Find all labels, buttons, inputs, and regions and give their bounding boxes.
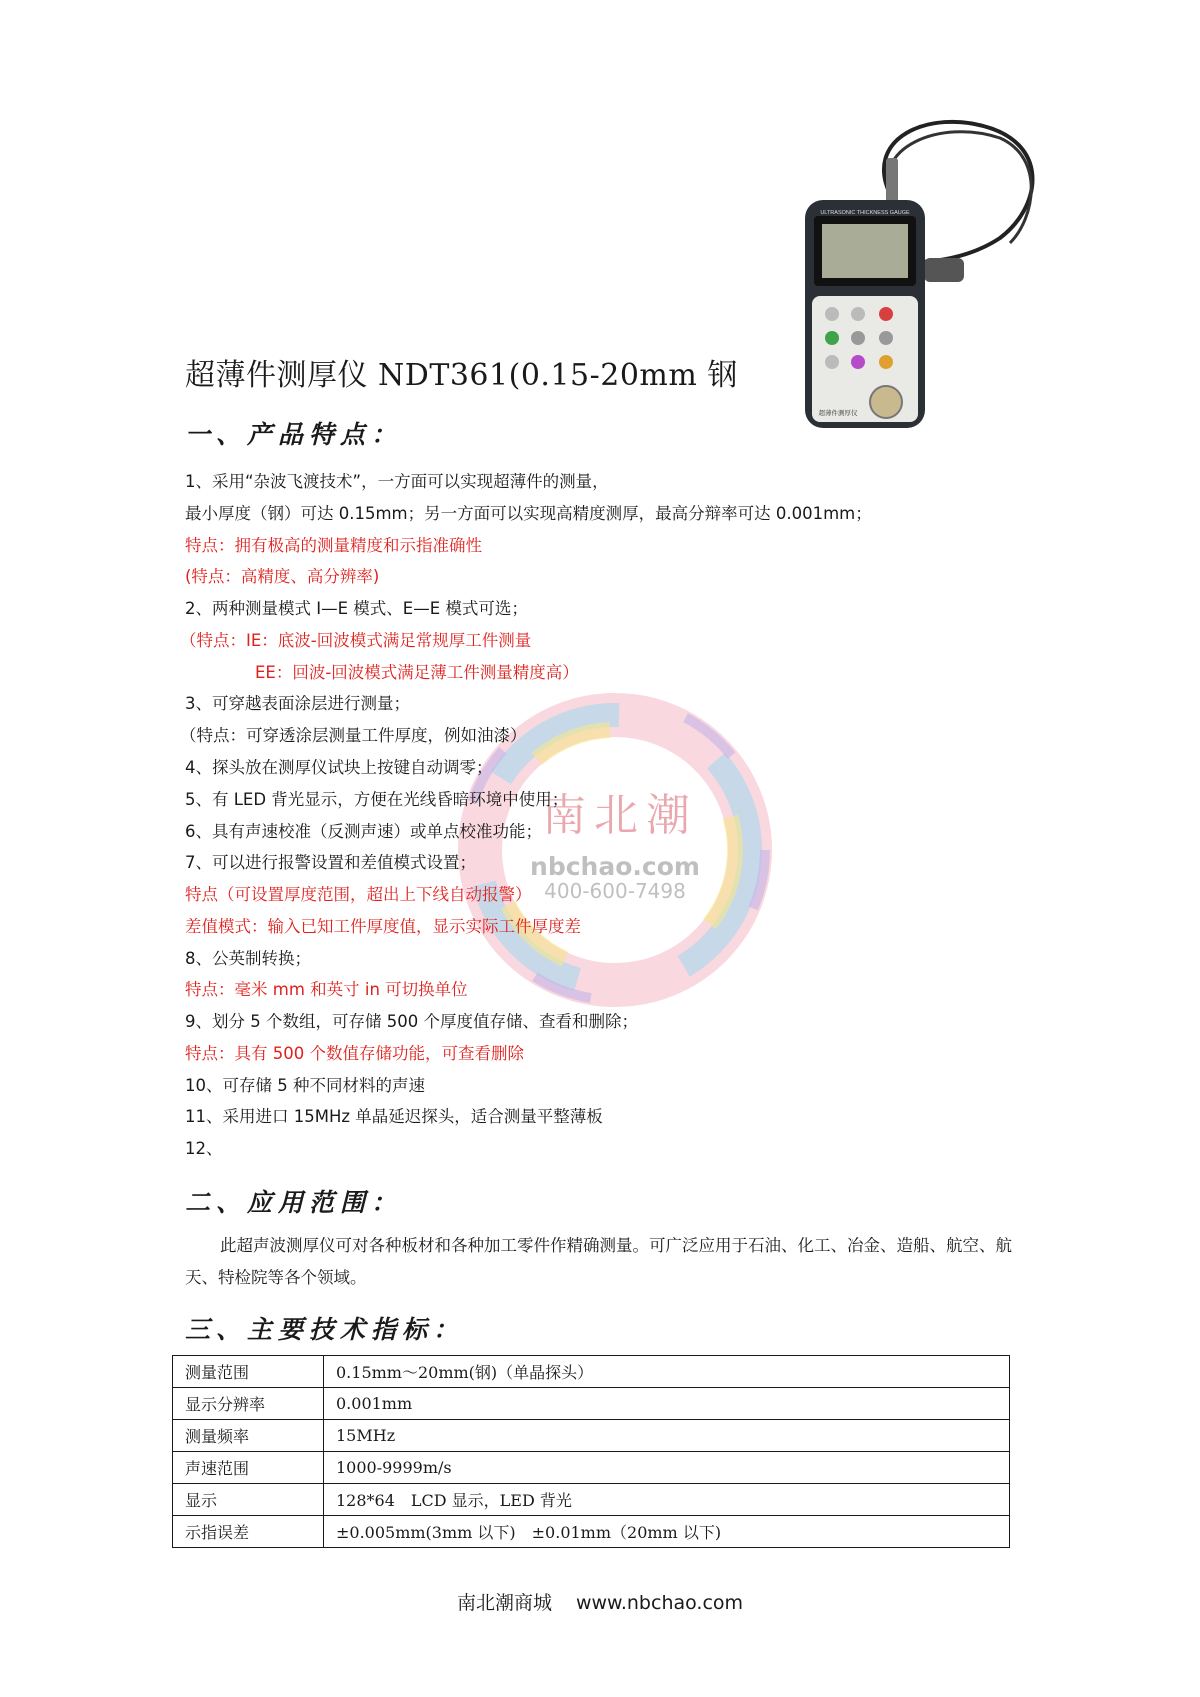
feature-line: 特点（可设置厚度范围，超出上下线自动报警） xyxy=(185,885,532,904)
spec-value: 0.15mm～20mm(钢)（单晶探头） xyxy=(324,1356,1010,1388)
spec-value: 1000-9999m/s xyxy=(324,1452,1010,1484)
spec-value: 128*64 LCD 显示，LED 背光 xyxy=(324,1484,1010,1516)
feature-line: 5、有 LED 背光显示，方便在光线昏暗环境中使用； xyxy=(185,790,569,809)
feature-line: 4、探头放在测厚仪试块上按键自动调零； xyxy=(185,758,493,777)
feature-line: 特点：毫米 mm 和英寸 in 可切换单位 xyxy=(185,980,468,999)
feature-line: 11、采用进口 15MHz 单晶延迟探头，适合测量平整薄板 xyxy=(185,1107,603,1126)
device-image xyxy=(800,118,1040,478)
spec-value: 0.001mm xyxy=(324,1388,1010,1420)
feature-line: （特点：可穿透涂层测量工件厚度，例如油漆） xyxy=(180,726,527,745)
feature-line: （特点：IE：底波-回波模式满足常规厚工件测量 xyxy=(180,631,532,650)
feature-line: 10、可存储 5 种不同材料的声速 xyxy=(185,1076,425,1095)
feature-line: EE：回波-回波模式满足薄工件测量精度高） xyxy=(255,663,579,682)
feature-line: 7、可以进行报警设置和差值模式设置； xyxy=(185,853,476,872)
table-row xyxy=(173,1356,1010,1388)
spec-key: 测量范围 xyxy=(173,1356,324,1388)
feature-line: 6、具有声速校准（反测声速）或单点校准功能； xyxy=(185,822,542,841)
page-footer: 南北潮商城 www.nbchao.com xyxy=(456,1592,744,1614)
spec-key: 显示 xyxy=(173,1484,324,1516)
spec-key: 声速范围 xyxy=(173,1452,324,1484)
spec-key: 显示分辨率 xyxy=(173,1388,324,1420)
device-body-label: 超薄件测厚仪 xyxy=(818,409,858,417)
feature-line: 最小厚度（钢）可达 0.15mm；另一方面可以实现高精度测厚，最高分辩率可达 0.001mm； xyxy=(185,504,872,523)
watermark-phone: 400-600-7498 xyxy=(544,879,686,903)
section-heading-specs: 三、主要技术指标： xyxy=(185,1315,465,1344)
spec-key: 测量频率 xyxy=(173,1420,324,1452)
spec-value: ±0.005mm(3mm 以下) ±0.01mm（20mm 以下) xyxy=(324,1516,1010,1548)
feature-line: 特点：拥有极高的测量精度和示指准确性 xyxy=(185,536,482,555)
feature-line: 12、 xyxy=(185,1139,223,1158)
feature-line: 1、采用“杂波飞渡技术”，一方面可以实现超薄件的测量， xyxy=(185,472,609,491)
watermark-brand: 南北潮 xyxy=(542,790,698,841)
spec-value: 15MHz xyxy=(324,1420,1010,1452)
watermark-site: nbchao.com xyxy=(530,852,700,881)
page-title: 超薄件测厚仪 NDT361(0.15-20mm 钢 xyxy=(185,358,738,393)
table-row xyxy=(173,1420,1010,1452)
spec-table xyxy=(172,1355,1010,1548)
feature-line: 特点：具有 500 个数值存储功能，可查看删除 xyxy=(185,1044,524,1063)
spec-key: 示指误差 xyxy=(173,1516,324,1548)
feature-line: 差值模式：输入已知工件厚度值，显示实际工件厚度差 xyxy=(185,917,581,936)
table-row xyxy=(173,1452,1010,1484)
table-row xyxy=(173,1388,1010,1420)
feature-line: 9、划分 5 个数组，可存储 500 个厚度值存储、查看和删除； xyxy=(185,1012,638,1031)
section-heading-applications: 二、应用范围： xyxy=(185,1188,403,1217)
feature-line: 2、两种测量模式 I—E 模式、E—E 模式可选； xyxy=(185,599,528,618)
feature-line: (特点：高精度、高分辨率) xyxy=(185,567,380,586)
table-row xyxy=(173,1516,1010,1548)
section-heading-features: 一、产品特点： xyxy=(185,420,403,449)
watermark xyxy=(430,650,800,1050)
device-panel-label: ULTRASONIC THICKNESS GAUGE xyxy=(820,210,910,216)
table-row xyxy=(173,1484,1010,1516)
application-paragraph: 此超声波测厚仪可对各种板材和各种加工零件作精确测量。可广泛应用于石油、化工、冶金、造船、航空、航天、特检院等各个领域。 xyxy=(185,1236,1012,1287)
feature-line: 3、可穿越表面涂层进行测量； xyxy=(185,694,410,713)
feature-line: 8、公英制转换； xyxy=(185,949,311,968)
